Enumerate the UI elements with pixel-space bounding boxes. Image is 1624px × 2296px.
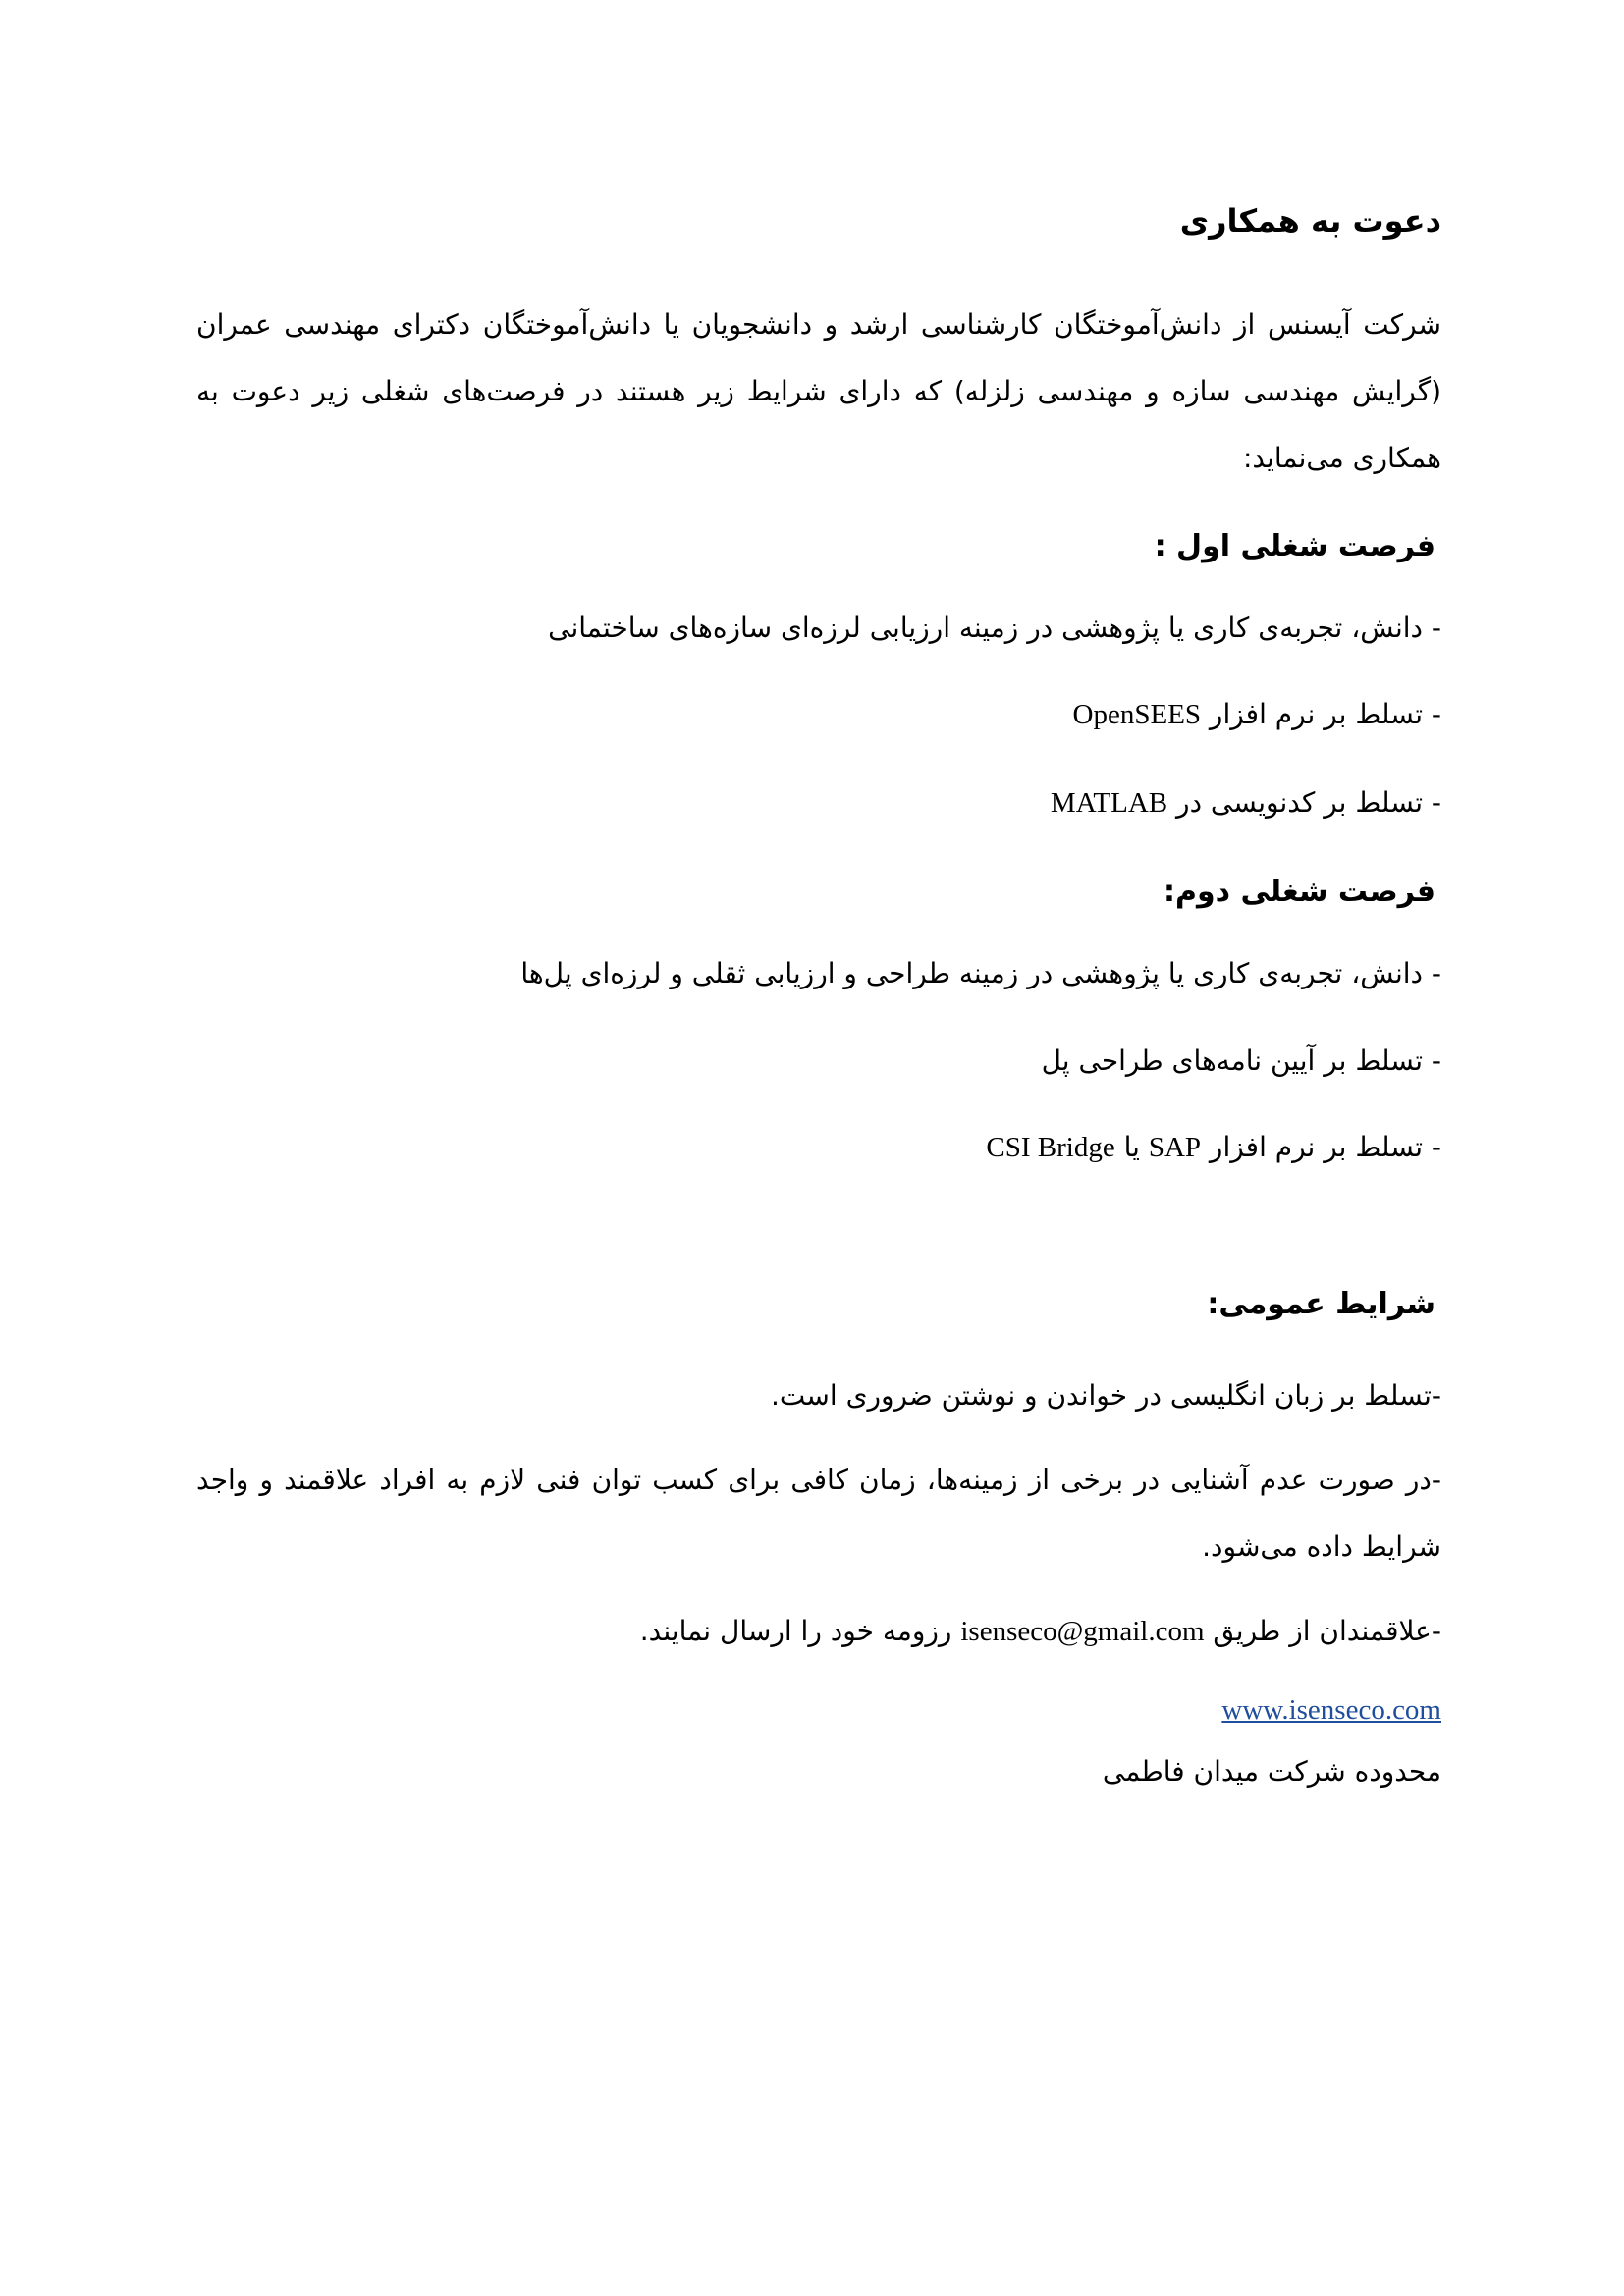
- general-heading: شرایط عمومی:: [1207, 1286, 1435, 1321]
- general-item-1: -تسلط بر زبان انگلیسی در خواندن و نوشتن ضروری است.: [771, 1378, 1441, 1412]
- website-link[interactable]: www.isenseco.com: [1221, 1693, 1441, 1726]
- job1-item-2: [196, 697, 1441, 734]
- job1-item-3: [196, 785, 1441, 823]
- job1-item-2-text: - تسلط بر نرم افزار: [1201, 697, 1441, 730]
- document-content: [196, 201, 1441, 1789]
- job1-item-1: - دانش، تجربه‌ی کاری یا پژوهشی در زمینه ارزیابی لرزه‌ای سازه‌های ساختمانی: [548, 611, 1441, 644]
- general-item-2: -در صورت عدم آشنایی در برخی از زمینه‌ها، زمان کافی برای کسب توان فنی لازم به افراد علاقمند و واجد شرایط داده می‌شود.: [196, 1463, 1441, 1563]
- job1-item-3-text: - تسلط بر کدنویسی در: [1167, 785, 1441, 819]
- company-address: محدوده شرکت میدان فاطمی: [1102, 1754, 1441, 1788]
- software-csi-bridge: CSI Bridge: [986, 1132, 1115, 1164]
- job2-item-1: - دانش، تجربه‌ی کاری یا پژوهشی در زمینه طراحی و ارزیابی ثقلی و لرزه‌ای پل‌ها: [520, 957, 1441, 990]
- general-item-3-prefix: -علاقمندان از طریق: [1204, 1614, 1441, 1647]
- page-title: دعوت به همکاری: [1179, 202, 1441, 240]
- job2-item-2: - تسلط بر آیین نامه‌های طراحی پل: [1041, 1043, 1441, 1077]
- software-opensees: OpenSEES: [1072, 698, 1202, 730]
- intro-paragraph: شرکت آیسنس از دانش‌آموختگان کارشناسی ارشد و دانشجویان یا دانش‌آموختگان دکترای مهندسی عمران (گرایش مهندسی سازه و مهندسی زلزله) که دارای شرایط زیر هستند در فرصت‌های شغلی زیر دعوت به همکاری می‌نماید:: [196, 307, 1441, 474]
- general-item-3: [196, 1598, 1441, 1665]
- job2-item-3-connector: یا: [1114, 1131, 1149, 1164]
- job2-item-3-text: - تسلط بر نرم افزار: [1201, 1131, 1441, 1164]
- general-item-3-suffix: رزومه خود را ارسال نمایند.: [639, 1614, 961, 1647]
- general-conditions-section: [196, 1285, 1441, 1665]
- job2-heading: فرصت شغلی دوم:: [1163, 875, 1435, 910]
- job1-heading: فرصت شغلی اول :: [1154, 528, 1435, 563]
- software-matlab: MATLAB: [1050, 786, 1168, 819]
- software-sap: SAP: [1148, 1132, 1202, 1164]
- website-row: [196, 1682, 1441, 1754]
- contact-email: isenseco@gmail.com: [960, 1615, 1205, 1647]
- job2-item-3: [196, 1130, 1441, 1167]
